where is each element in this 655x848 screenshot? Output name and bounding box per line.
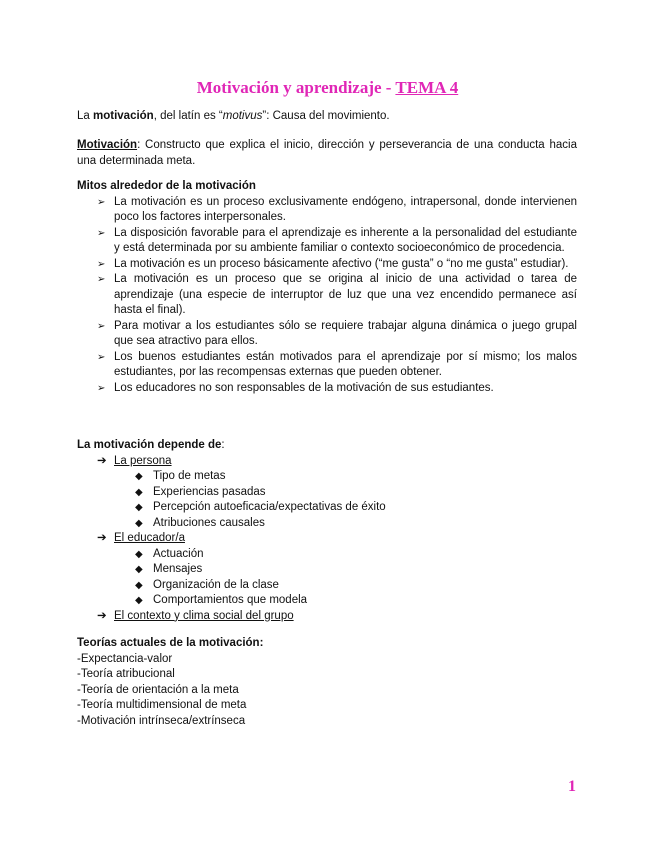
depends-subitem bbox=[77, 469, 577, 485]
arrow-bullet-icon: ➔ bbox=[97, 532, 107, 544]
depends-group bbox=[77, 609, 577, 625]
myth-text: Los buenos estudiantes están motivados para el aprendizaje por sí mismo; los malos estudiantes, por las recompensas externas que pueden obtener. bbox=[114, 350, 577, 378]
intro-post: ”: Causa del movimiento. bbox=[262, 110, 390, 122]
title-main: Motivación y aprendizaje - bbox=[196, 78, 396, 97]
myth-item bbox=[77, 350, 577, 381]
diamond-bullet-icon: ◆ bbox=[135, 471, 143, 482]
depends-subitem-text: Percepción autoeficacia/expectativas de éxito bbox=[153, 501, 386, 513]
title-tema: TEMA 4 bbox=[395, 78, 459, 97]
myths-section bbox=[77, 179, 577, 396]
depends-section bbox=[77, 438, 577, 624]
diamond-bullet-icon: ◆ bbox=[135, 486, 143, 498]
depends-group bbox=[77, 454, 577, 470]
depends-subitem-text: Experiencias pasadas bbox=[153, 485, 266, 498]
myth-item bbox=[77, 257, 577, 273]
arrow-bullet-icon: ➔ bbox=[97, 454, 107, 467]
depends-group-label: El contexto y clima social del grupo bbox=[114, 609, 294, 622]
myth-item bbox=[77, 381, 577, 397]
myth-item bbox=[77, 319, 577, 350]
theories-section bbox=[77, 636, 263, 729]
depends-group-label: El educador/a bbox=[114, 532, 185, 544]
myth-item bbox=[77, 272, 577, 319]
depends-subitem-text: Tipo de metas bbox=[153, 470, 226, 482]
intro-paragraph bbox=[77, 108, 577, 124]
intro-latin: motivus bbox=[222, 110, 263, 122]
myth-text: Los educadores no son responsables de la motivación de sus estudiantes. bbox=[114, 381, 494, 394]
definition-term: Motivación bbox=[77, 139, 138, 151]
depends-subitem bbox=[77, 562, 577, 578]
theory-item: -Teoría multidimensional de meta bbox=[77, 699, 247, 711]
arrowhead-bullet-icon: ➢ bbox=[97, 320, 106, 332]
arrowhead-bullet-icon: ➢ bbox=[97, 351, 106, 363]
depends-subitem bbox=[77, 593, 577, 609]
theory-item: -Teoría atribucional bbox=[77, 668, 175, 680]
depends-subitem bbox=[77, 500, 577, 516]
definition-text: : Constructo que explica el inicio, dirección y perseverancia de una conducta hacia una determinada meta. bbox=[77, 139, 577, 167]
intro-term: motivación bbox=[93, 110, 154, 122]
arrowhead-bullet-icon: ➢ bbox=[97, 382, 106, 394]
theories-list bbox=[77, 652, 263, 730]
intro-pre: La bbox=[77, 110, 93, 122]
intro-mid: , del latín es “ bbox=[153, 110, 223, 122]
depends-colon: : bbox=[221, 439, 225, 451]
depends-subitem bbox=[77, 516, 577, 532]
diamond-bullet-icon: ◆ bbox=[135, 564, 143, 575]
myth-text: La motivación es un proceso básicamente afectivo (“me gusta” o “no me gusta” estudiar). bbox=[114, 257, 569, 270]
depends-subitem-text: Mensajes bbox=[153, 563, 203, 575]
depends-heading: La motivación depende de bbox=[77, 439, 222, 451]
myth-text: La motivación es un proceso exclusivamente endógeno, intrapersonal, donde intervienen poco los factores interpersonales. bbox=[114, 195, 577, 223]
depends-subitem bbox=[77, 547, 577, 563]
diamond-bullet-icon: ◆ bbox=[135, 579, 143, 591]
depends-group-label: La persona bbox=[114, 454, 172, 467]
depends-subitem-text: Organización de la clase bbox=[153, 578, 279, 591]
diamond-bullet-icon: ◆ bbox=[135, 548, 143, 560]
theories-heading: Teorías actuales de la motivación: bbox=[77, 637, 264, 649]
depends-subitem bbox=[77, 578, 577, 594]
theory-item: -Expectancia-valor bbox=[77, 652, 173, 665]
theory-item: -Teoría de orientación a la meta bbox=[77, 683, 239, 696]
arrowhead-bullet-icon: ➢ bbox=[97, 227, 106, 239]
diamond-bullet-icon: ◆ bbox=[135, 517, 143, 529]
myth-text: Para motivar a los estudiantes sólo se requiere trabajar alguna dinámica o juego grupal que sea atractivo para ellos. bbox=[114, 319, 577, 347]
myth-item bbox=[77, 195, 577, 226]
diamond-bullet-icon: ◆ bbox=[135, 502, 143, 513]
myths-list bbox=[77, 195, 577, 397]
depends-subitem bbox=[77, 485, 577, 501]
depends-group bbox=[77, 531, 577, 547]
depends-subitem-text: Atribuciones causales bbox=[153, 516, 265, 529]
arrowhead-bullet-icon: ➢ bbox=[97, 196, 106, 208]
depends-subitem-text: Actuación bbox=[153, 547, 204, 560]
myth-item bbox=[77, 226, 577, 257]
arrow-bullet-icon: ➔ bbox=[97, 609, 107, 622]
depends-heading-line bbox=[77, 438, 577, 454]
definition-paragraph bbox=[77, 137, 577, 169]
depends-list bbox=[77, 454, 577, 625]
theory-item: -Motivación intrínseca/extrínseca bbox=[77, 714, 246, 727]
myth-text: La disposición favorable para el aprendizaje es inherente a la personalidad del estudiante y está determinada por su ambiente familiar o contexto socioeconómico de procedencia. bbox=[114, 226, 577, 254]
myth-text: La motivación es un proceso que se origina al inicio de una actividad o tarea de aprendizaje (una especie de interruptor de luz que una vez encendido permanece así hasta el final). bbox=[114, 273, 577, 316]
page-number: 1 bbox=[568, 778, 576, 795]
page-title bbox=[0, 78, 655, 98]
arrowhead-bullet-icon: ➢ bbox=[97, 274, 106, 285]
depends-subitem-text: Comportamientos que modela bbox=[153, 594, 308, 606]
arrowhead-bullet-icon: ➢ bbox=[97, 258, 106, 270]
myths-heading: Mitos alrededor de la motivación bbox=[77, 180, 256, 192]
diamond-bullet-icon: ◆ bbox=[135, 595, 143, 606]
